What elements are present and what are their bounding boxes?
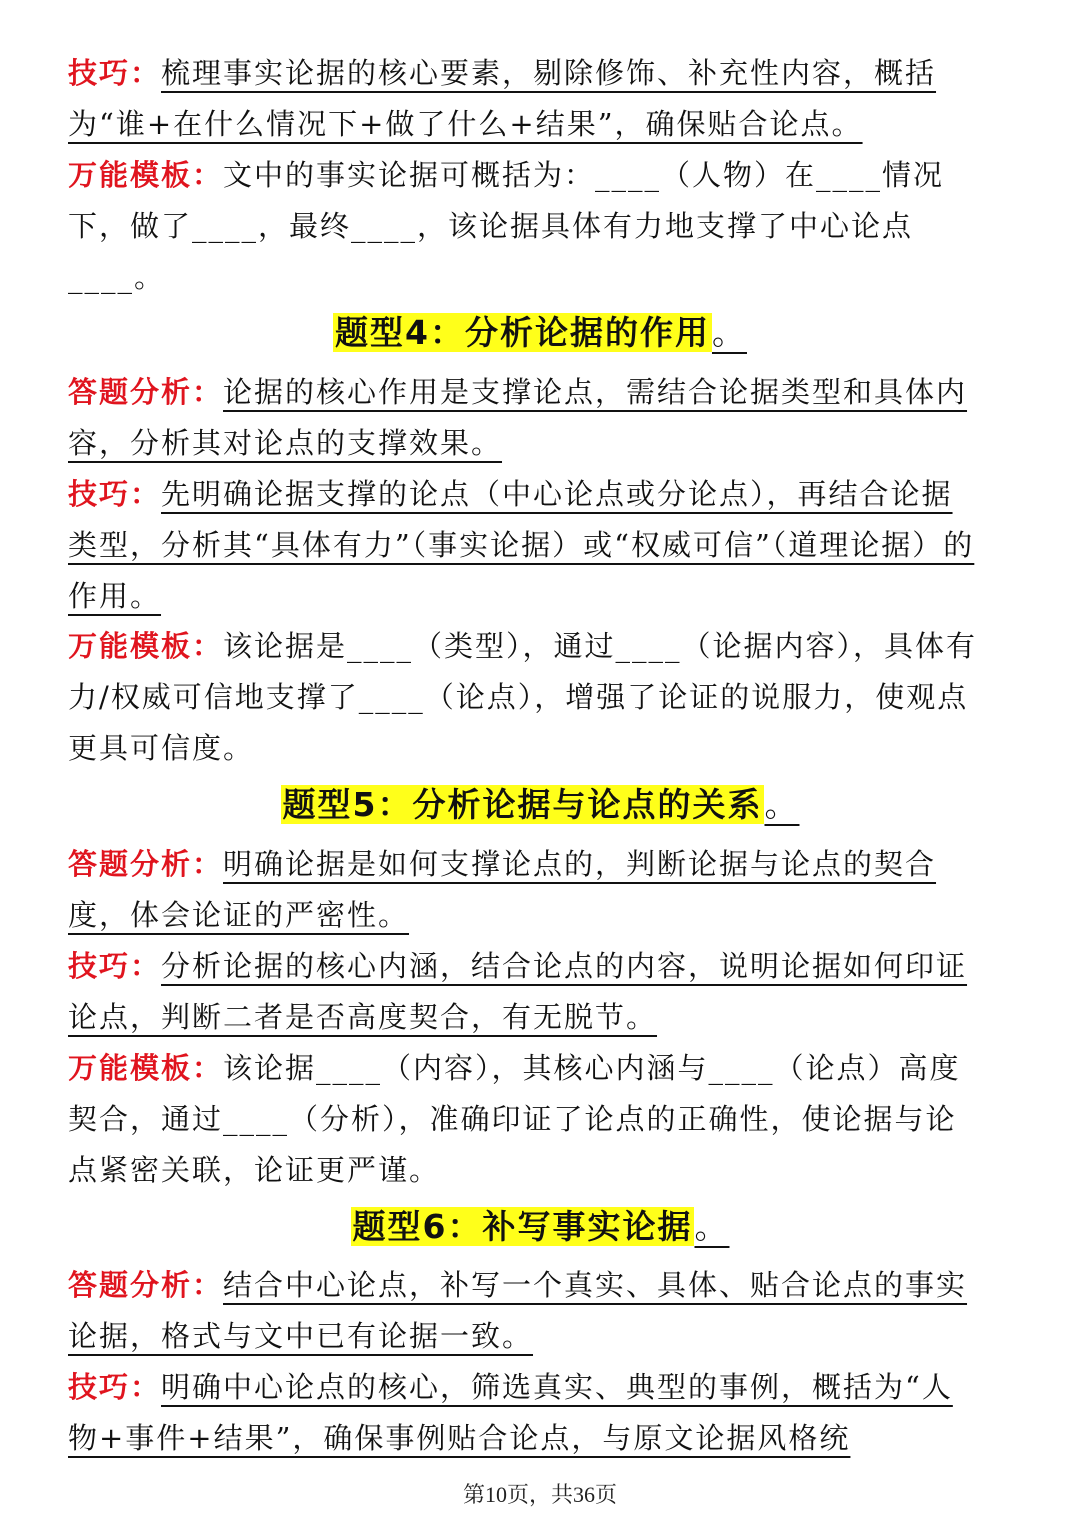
tip-label: 技巧：: [68, 477, 162, 511]
heading-title: 题型6：补写事实论据: [352, 1207, 693, 1246]
tip-label: 技巧：: [68, 1370, 162, 1404]
section-heading-5: [0, 780, 1080, 830]
template-label: 万能模板：: [68, 1051, 224, 1085]
tip-paragraph: [68, 469, 983, 622]
template-text: 该论据是____（类型），通过____（论据内容），具体有力/权威可信地支撑了____（论点），增强了论证的说服力，使观点更具可信度。: [68, 629, 978, 765]
heading-end: 。: [711, 313, 747, 352]
analysis-text: 论据的核心作用是支撑论点，需结合论据类型和具体内容，分析其对论点的支撑效果。: [68, 375, 968, 460]
tip-text: 梳理事实论据的核心要素，剔除修饰、补充性内容，概括为“谁+在什么情况下+做了什么+结果”，确保贴合论点。: [68, 56, 937, 141]
template-text: 文中的事实论据可概括为：____（人物）在____情况下，做了____，最终____，该论据具体有力地支撑了中心论点____。: [68, 158, 945, 294]
template-text: 该论据____（内容），其核心内涵与____（论点）高度契合，通过____（分析），准确印证了论点的正确性，使论据与论点紧密关联，论证更严谨。: [68, 1051, 961, 1187]
page-number: 第10页，共36页: [462, 1482, 617, 1507]
template-label: 万能模板：: [68, 629, 224, 663]
heading-end: 。: [694, 1207, 730, 1246]
tip-label: 技巧：: [68, 56, 162, 90]
template-paragraph: [68, 150, 983, 303]
template-paragraph: [68, 1043, 983, 1196]
section-heading-4: [0, 308, 1080, 358]
tip-paragraph: [68, 48, 983, 150]
template-label: 万能模板：: [68, 158, 224, 192]
analysis-paragraph: [68, 1260, 983, 1362]
tip-paragraph: [68, 1362, 983, 1464]
heading-title: 题型4：分析论据的作用: [335, 313, 710, 352]
template-paragraph: [68, 621, 983, 774]
analysis-label: 答题分析：: [68, 1268, 224, 1302]
analysis-text: 结合中心论点，补写一个真实、具体、贴合论点的事实论据，格式与文中已有论据一致。: [68, 1268, 968, 1353]
analysis-label: 答题分析：: [68, 375, 224, 409]
analysis-label: 答题分析：: [68, 847, 224, 881]
analysis-paragraph: [68, 839, 983, 941]
tip-label: 技巧：: [68, 949, 162, 983]
tip-paragraph: [68, 941, 983, 1043]
heading-end: 。: [764, 785, 800, 824]
analysis-text: 明确论据是如何支撑论点的，判断论据与论点的契合度，体会论证的严密性。: [68, 847, 937, 932]
tip-text: 分析论据的核心内涵，结合论点的内容，说明论据如何印证论点，判断二者是否高度契合，有无脱节。: [68, 949, 968, 1034]
heading-title: 题型5：分析论据与论点的关系: [282, 785, 763, 824]
section-heading-6: [0, 1202, 1080, 1252]
tip-text: 明确中心论点的核心，筛选真实、典型的事例，概括为“人物+事件+结果”，确保事例贴合论点，与原文论据风格统: [68, 1370, 953, 1455]
tip-text: 先明确论据支撑的论点（中心论点或分论点），再结合论据类型，分析其“具体有力”（事实论据）或“权威可信”（道理论据）的作用。: [68, 477, 975, 613]
analysis-paragraph: [68, 367, 983, 469]
